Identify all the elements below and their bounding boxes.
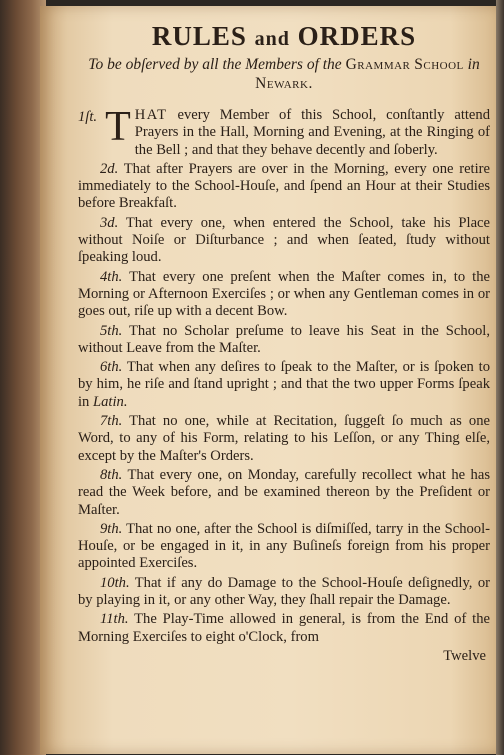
rule-2 [78,161,490,213]
rule-text: That when any deſires to ſpeak to the Maſter, or is ſpoken to by him, he riſe and ſtand upright ; and that the two upper Forms ſpeak in [78,359,491,410]
title-word-orders: ORDERS [297,21,417,51]
rule-number: 7th. [100,413,123,430]
rule-number: 2d. [100,160,119,177]
drop-cap: T [105,104,131,150]
rule-text: That after Prayers are over in the Morning, every one retire immediately to the School-Houſe, and ſpend an Hour at their Studies before Breakfaſt. [78,160,490,212]
rule-text: That every one, when entered the School, take his Place without Noiſe or Diſturbance ; and when ſeated, ſtudy without ſpeaking loud. [78,214,491,266]
rule-text: every Member of this School, conſtantly attend Prayers in the Hall, Morning and Evening, at the Ringing of the Bell ; and that they behave decently and ſoberly. [134,107,490,158]
rule-4 [78,269,490,321]
rule-text: The Play-Time allowed in general, is from the End of the Morning Exerciſes to eight o'Clock, from [78,611,490,645]
rule-text: That if any do Damage to the School-Houſe deſignedly, or by playing in it, or any other Way, they ſhall repair the Damage. [78,574,490,609]
rule-number: 10th. [100,574,130,591]
title-word-and: and [254,28,290,50]
rule-number: 8th. [100,466,123,483]
rule-3 [78,215,490,267]
page-subtitle [78,55,490,93]
title-word-rules: RULES [151,21,247,51]
rules-list [78,104,491,665]
rule-number: 5th. [100,322,123,339]
rule-7 [78,413,490,465]
rule-caps: HAT [134,107,168,123]
rule-5 [78,323,490,358]
rule-latin: Latin. [93,393,128,410]
subtitle-school: School [414,56,464,73]
rule-number: 3d. [100,214,119,231]
subtitle-text: To be obſerved by all the Members of the [88,56,342,73]
rule-6 [78,359,490,411]
rule-number: 6th. [100,359,123,376]
rule-text: That no Scholar preſume to leave his Seat in the School, without Leave from the Maſter. [78,322,490,356]
rule-8 [78,467,490,519]
page-edge [496,0,504,755]
rule-11 [78,611,490,646]
rule-text: That every one preſent when the Maſter comes in, to the Morning or Afternoon Exerciſes ; or when any Gentleman comes in or goes out, riſe up with a decent Bow. [78,268,490,320]
subtitle-grammar: Grammar [345,56,411,73]
book-page [40,6,496,754]
subtitle-in: in [467,56,480,73]
rule-text: That every one, on Monday, carefully recollect what he has read the Week before, and be examined thereon by the Preſident or Maſter. [78,466,490,518]
rule-9 [78,521,490,573]
rule-number: 4th. [100,268,123,285]
rule-text: That no one, while at Recitation, ſuggeſt ſo much as one Word, to any of his Form, relating to his Leſſon, or any Thing elſe, except by the Maſter's Orders. [78,413,490,464]
subtitle-place: Newark. [255,75,313,92]
catchword: Twelve [443,647,486,664]
rule-10 [78,575,490,610]
rule-number: 1ſt. [78,109,98,125]
rule-text: That no one, after the School is diſmiſſed, tarry in the School-Houſe, or be engaged in it, in any Buſineſs foreign from his proper appointed Exerciſes. [78,520,490,572]
rule-1 [78,104,490,159]
page-content [78,20,490,665]
rule-number: 9th. [100,520,123,537]
page-title [78,20,490,55]
rule-number: 11th. [100,611,129,628]
